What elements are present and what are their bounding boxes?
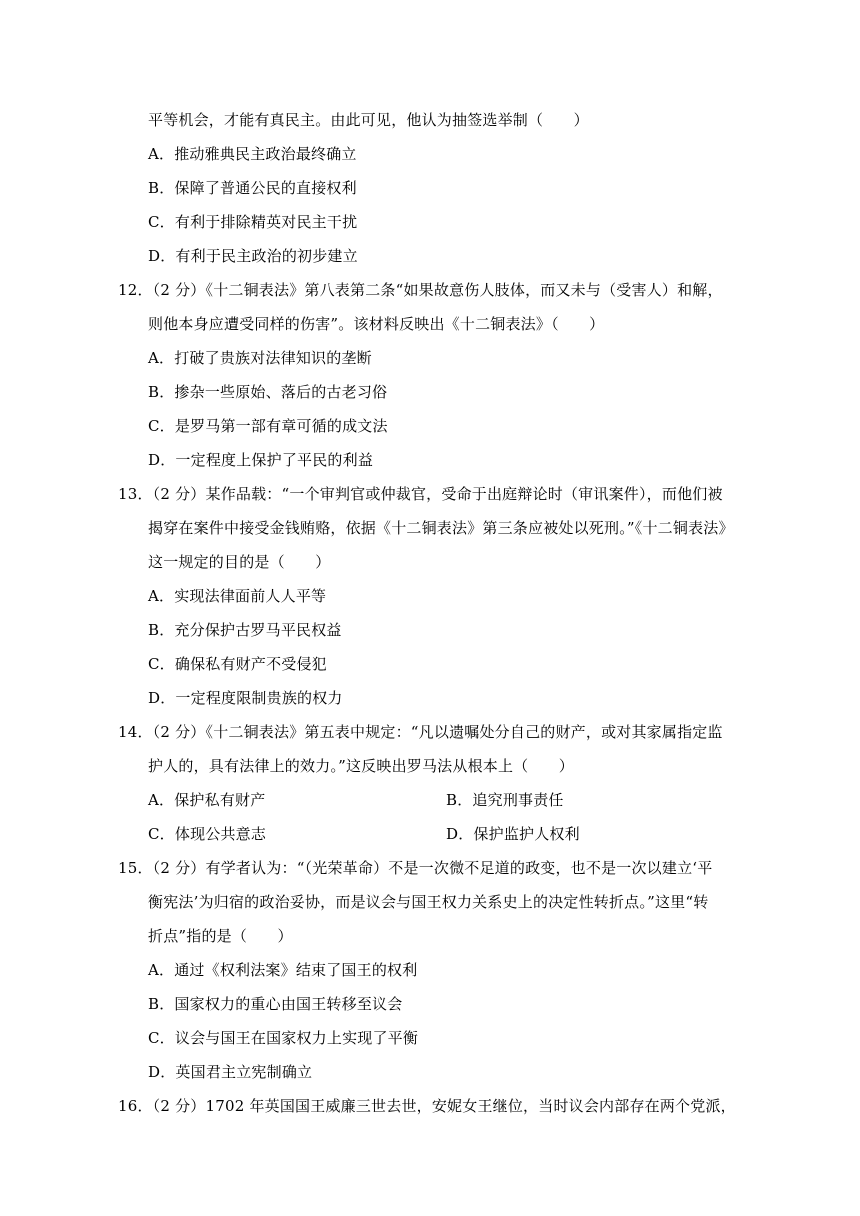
q12-stem-line-1: 12．（2 分）《十二铜表法》第八表第二条“如果故意伤人肢体，而又未与（受害人）和解， [118, 281, 723, 299]
q15-option-c: C．议会与国王在国家权力上实现了平衡 [148, 1029, 419, 1047]
q14-stem-line-1: 14．（2 分）《十二铜表法》第五表中规定：“凡以遗嘱处分自己的财产，或对其家属指定监 [118, 723, 723, 741]
q11-option-b: B．保障了普通公民的直接权利 [148, 179, 357, 197]
q15-option-b: B．国家权力的重心由国王转移至议会 [148, 995, 403, 1013]
q15-option-d: D．英国君主立宪制确立 [148, 1063, 313, 1081]
q12-option-a: A．打破了贵族对法律知识的垄断 [148, 349, 372, 367]
q13-option-d: D．一定程度限制贵族的权力 [148, 689, 343, 707]
q13-option-c: C．确保私有财产不受侵犯 [148, 655, 327, 673]
q12-option-d: D．一定程度上保护了平民的利益 [148, 451, 374, 469]
q14-option-c: C．体现公共意志 [148, 825, 267, 843]
q11-stem-line-1: 平等机会，才能有真民主。由此可见，他认为抽签选举制（ ） [148, 111, 589, 129]
q16-stem-line-1: 16．（2 分）1702 年英国国王威廉三世去世，安妮女王继位，当时议会内部存在两个党派， [118, 1097, 736, 1115]
q11-option-c: C．有利于排除精英对民主干扰 [148, 213, 358, 231]
q12-option-c: C．是罗马第一部有章可循的成文法 [148, 417, 388, 435]
q11-option-d: D．有利于民主政治的初步建立 [148, 247, 358, 265]
q15-stem-line-3: 折点”指的是（ ） [148, 927, 293, 945]
q14-stem-line-2: 护人的，具有法律上的效力。”这反映出罗马法从根本上（ ） [148, 757, 574, 775]
q14-option-b: B．追究刑事责任 [446, 791, 564, 809]
q15-option-a: A．通过《权利法案》结束了国王的权利 [148, 961, 418, 979]
q12-option-b: B．掺杂一些原始、落后的古老习俗 [148, 383, 388, 401]
q11-option-a: A．推动雅典民主政治最终确立 [148, 145, 357, 163]
q13-stem-line-1: 13．（2 分）某作品载：“一个审判官或仲裁官，受命于出庭辩论时（审讯案件），而他们被 [118, 485, 723, 503]
q14-option-a: A．保护私有财产 [148, 791, 266, 809]
q12-stem-line-2: 则他本身应遭受同样的伤害”。该材料反映出《十二铜表法》（ ） [148, 315, 605, 333]
q13-stem-line-2: 揭穿在案件中接受金钱贿赂，依据《十二铜表法》第三条应被处以死刑。”《十二铜表法》 [148, 519, 734, 537]
q14-option-d: D．保护监护人权利 [446, 825, 580, 843]
q13-stem-line-3: 这一规定的目的是（ ） [148, 553, 331, 571]
q13-option-a: A．实现法律面前人人平等 [148, 587, 327, 605]
q13-option-b: B．充分保护古罗马平民权益 [148, 621, 342, 639]
q15-stem-line-2: 衡宪法’为归宿的政治妥协，而是议会与国王权力关系史上的决定性转折点。”这里“转 [148, 893, 709, 911]
q15-stem-line-1: 15．（2 分）有学者认为：“（光荣革命）不是一次微不足道的政变，也不是一次以建立‘平 [118, 859, 713, 877]
